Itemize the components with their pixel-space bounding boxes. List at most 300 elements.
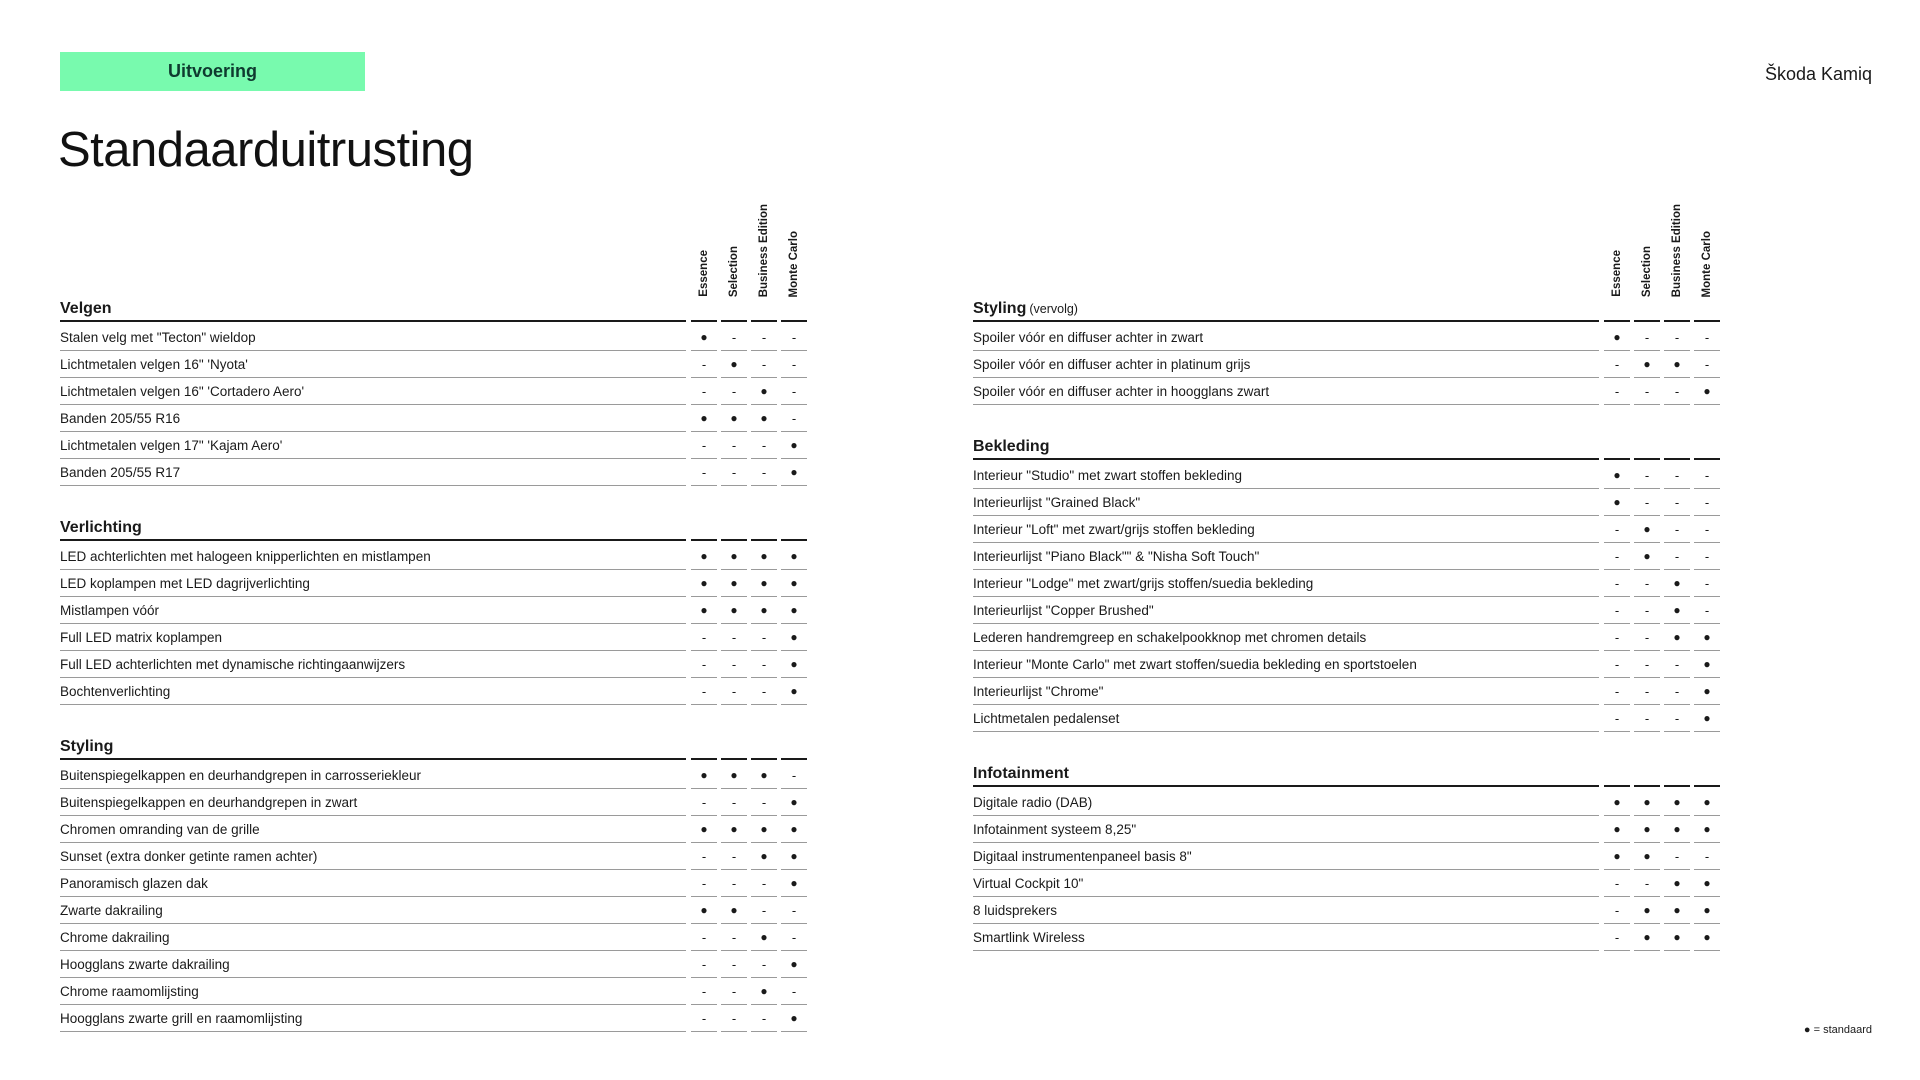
not-available-dash: - <box>1694 844 1720 870</box>
standard-dot-icon: ● <box>781 598 807 624</box>
not-available-dash: - <box>1664 706 1690 732</box>
standard-dot-icon: ● <box>781 433 807 459</box>
not-available-dash: - <box>1694 517 1720 543</box>
not-available-dash: - <box>1634 652 1660 678</box>
standard-dot-icon: ● <box>1634 898 1660 924</box>
trim-header <box>719 200 749 297</box>
equipment-row <box>973 379 1719 406</box>
not-available-dash: - <box>1604 898 1630 924</box>
not-available-dash: - <box>1664 652 1690 678</box>
not-available-dash: - <box>1634 679 1660 705</box>
not-available-dash: - <box>721 325 747 351</box>
not-available-dash: - <box>721 460 747 486</box>
equipment-label: LED achterlichten met halogeen knipperlichten en mistlampen <box>60 544 686 570</box>
standard-dot-icon: ● <box>781 844 807 870</box>
not-available-dash: - <box>1604 352 1630 378</box>
not-available-dash: - <box>691 625 717 651</box>
standard-dot-icon: ● <box>1694 871 1720 897</box>
section-title <box>60 738 686 760</box>
equipment-label: Banden 205/55 R16 <box>60 406 686 432</box>
equipment-row <box>60 679 806 706</box>
not-available-dash: - <box>1694 598 1720 624</box>
not-available-dash: - <box>721 652 747 678</box>
equipment-table-right <box>973 200 1719 981</box>
equipment-row <box>60 898 806 925</box>
equipment-label: Interieur "Lodge" met zwart/grijs stoffen/suedia bekleding <box>973 571 1599 597</box>
standard-dot-icon: ● <box>751 763 777 789</box>
standard-dot-icon: ● <box>1634 817 1660 843</box>
equipment-row <box>973 598 1719 625</box>
standard-dot-icon: ● <box>1634 544 1660 570</box>
equipment-label: Buitenspiegelkappen en deurhandgrepen in carrosseriekleur <box>60 763 686 789</box>
not-available-dash: - <box>1604 379 1630 405</box>
section-title-text: Bekleding <box>973 438 1050 455</box>
standard-dot-icon: ● <box>1694 625 1720 651</box>
equipment-label: Chromen omranding van de grille <box>60 817 686 843</box>
not-available-dash: - <box>1604 625 1630 651</box>
not-available-dash: - <box>1664 325 1690 351</box>
standard-dot-icon: ● <box>1634 790 1660 816</box>
not-available-dash: - <box>781 898 807 924</box>
standard-dot-icon: ● <box>751 844 777 870</box>
trim-header <box>1632 200 1662 297</box>
section-column-rule <box>721 320 747 322</box>
standard-dot-icon: ● <box>721 406 747 432</box>
not-available-dash: - <box>1634 571 1660 597</box>
standard-dot-icon: ● <box>751 598 777 624</box>
equipment-table-left <box>60 200 806 1062</box>
not-available-dash: - <box>691 433 717 459</box>
not-available-dash: - <box>781 352 807 378</box>
not-available-dash: - <box>751 1006 777 1032</box>
standard-dot-icon: ● <box>1664 598 1690 624</box>
section-column-rule <box>1634 320 1660 322</box>
not-available-dash: - <box>1634 325 1660 351</box>
standard-dot-icon: ● <box>691 763 717 789</box>
not-available-dash: - <box>691 844 717 870</box>
equipment-row <box>60 379 806 406</box>
equipment-label: Panoramisch glazen dak <box>60 871 686 897</box>
equipment-label: Smartlink Wireless <box>973 925 1599 951</box>
standard-dot-icon: ● <box>1634 844 1660 870</box>
not-available-dash: - <box>1604 598 1630 624</box>
not-available-dash: - <box>1634 871 1660 897</box>
section-column-rule <box>1634 785 1660 787</box>
equipment-label: Lichtmetalen velgen 17" 'Kajam Aero' <box>60 433 686 459</box>
standard-dot-icon: ● <box>1664 352 1690 378</box>
standard-dot-icon: ● <box>1694 679 1720 705</box>
standard-dot-icon: ● <box>781 460 807 486</box>
equipment-label: Lederen handremgreep en schakelpookknop met chromen details <box>973 625 1599 651</box>
standard-dot-icon: ● <box>1634 352 1660 378</box>
not-available-dash: - <box>1664 517 1690 543</box>
not-available-dash: - <box>1664 844 1690 870</box>
equipment-label: Stalen velg met "Tecton" wieldop <box>60 325 686 351</box>
section-column-rule <box>721 758 747 760</box>
equipment-row <box>973 352 1719 379</box>
equipment-label: Lichtmetalen velgen 16" 'Cortadero Aero' <box>60 379 686 405</box>
section-header <box>60 516 806 544</box>
not-available-dash: - <box>1664 490 1690 516</box>
trim-header <box>1602 200 1632 297</box>
not-available-dash: - <box>691 352 717 378</box>
trim-header-label: Business Edition <box>758 203 770 297</box>
section-column-rule <box>751 539 777 541</box>
standard-dot-icon: ● <box>1664 625 1690 651</box>
not-available-dash: - <box>1604 571 1630 597</box>
equipment-row <box>973 652 1719 679</box>
equipment-label: Chrome dakrailing <box>60 925 686 951</box>
standard-dot-icon: ● <box>751 925 777 951</box>
trim-header-label: Essence <box>698 250 710 297</box>
not-available-dash: - <box>721 790 747 816</box>
equipment-label: Sunset (extra donker getinte ramen achter) <box>60 844 686 870</box>
section-title <box>60 519 686 541</box>
equipment-label: 8 luidsprekers <box>973 898 1599 924</box>
equipment-label: Full LED achterlichten met dynamische richtingaanwijzers <box>60 652 686 678</box>
standard-dot-icon: ● <box>781 817 807 843</box>
not-available-dash: - <box>1604 679 1630 705</box>
standard-dot-icon: ● <box>1694 898 1720 924</box>
not-available-dash: - <box>751 898 777 924</box>
not-available-dash: - <box>1634 625 1660 651</box>
not-available-dash: - <box>721 925 747 951</box>
standard-dot-icon: ● <box>721 571 747 597</box>
not-available-dash: - <box>781 925 807 951</box>
section-header <box>973 435 1719 463</box>
section-title-text: Infotainment <box>973 765 1069 782</box>
equipment-row <box>60 817 806 844</box>
standard-dot-icon: ● <box>1664 790 1690 816</box>
equipment-section <box>973 297 1719 406</box>
standard-dot-icon: ● <box>1664 871 1690 897</box>
not-available-dash: - <box>1634 379 1660 405</box>
section-column-rule <box>1634 458 1660 460</box>
equipment-label: Interieurlijst "Chrome" <box>973 679 1599 705</box>
standard-dot-icon: ● <box>691 898 717 924</box>
standard-dot-icon: ● <box>781 652 807 678</box>
equipment-label: Chrome raamomlijsting <box>60 979 686 1005</box>
trim-header-label: Business Edition <box>1671 203 1683 297</box>
section-title-text: Styling <box>973 300 1027 317</box>
not-available-dash: - <box>751 625 777 651</box>
not-available-dash: - <box>1604 925 1630 951</box>
trim-header <box>1692 200 1722 297</box>
standard-dot-icon: ● <box>1604 463 1630 489</box>
equipment-label: Interieurlijst "Copper Brushed" <box>973 598 1599 624</box>
not-available-dash: - <box>721 625 747 651</box>
section-tag: Uitvoering <box>60 52 365 91</box>
not-available-dash: - <box>1604 871 1630 897</box>
standard-dot-icon: ● <box>1664 898 1690 924</box>
equipment-row <box>60 406 806 433</box>
section-title <box>973 765 1599 787</box>
section-column-rule <box>751 758 777 760</box>
standard-dot-icon: ● <box>781 871 807 897</box>
not-available-dash: - <box>751 679 777 705</box>
equipment-row <box>973 898 1719 925</box>
not-available-dash: - <box>781 379 807 405</box>
section-title-text: Velgen <box>60 300 112 317</box>
section-column-rule <box>1664 785 1690 787</box>
trim-header <box>749 200 779 297</box>
standard-dot-icon: ● <box>1604 844 1630 870</box>
standard-dot-icon: ● <box>1634 517 1660 543</box>
equipment-row <box>60 325 806 352</box>
equipment-row <box>60 598 806 625</box>
standard-dot-icon: ● <box>721 598 747 624</box>
standard-dot-icon: ● <box>721 817 747 843</box>
standard-dot-icon: ● <box>1604 790 1630 816</box>
section-column-rule <box>1664 458 1690 460</box>
not-available-dash: - <box>751 352 777 378</box>
equipment-section <box>60 735 806 1033</box>
equipment-row <box>60 433 806 460</box>
section-column-rule <box>721 539 747 541</box>
not-available-dash: - <box>691 871 717 897</box>
section-title <box>973 300 1599 322</box>
not-available-dash: - <box>691 652 717 678</box>
equipment-row <box>60 571 806 598</box>
not-available-dash: - <box>691 379 717 405</box>
not-available-dash: - <box>781 763 807 789</box>
equipment-label: Lichtmetalen pedalenset <box>973 706 1599 732</box>
not-available-dash: - <box>1664 379 1690 405</box>
section-column-rule <box>781 320 807 322</box>
not-available-dash: - <box>751 952 777 978</box>
standard-dot-icon: ● <box>781 544 807 570</box>
equipment-label: Full LED matrix koplampen <box>60 625 686 651</box>
section-column-rule <box>691 539 717 541</box>
equipment-section <box>973 435 1719 733</box>
not-available-dash: - <box>751 325 777 351</box>
standard-dot-icon: ● <box>1664 817 1690 843</box>
equipment-row <box>973 679 1719 706</box>
standard-dot-icon: ● <box>1664 571 1690 597</box>
trim-header <box>779 200 809 297</box>
equipment-label: Interieur "Studio" met zwart stoffen bekleding <box>973 463 1599 489</box>
standard-dot-icon: ● <box>721 544 747 570</box>
equipment-label: Interieur "Monte Carlo" met zwart stoffen/suedia bekleding en sportstoelen <box>973 652 1599 678</box>
not-available-dash: - <box>1604 652 1630 678</box>
equipment-label: Hoogglans zwarte dakrailing <box>60 952 686 978</box>
equipment-label: Interieurlijst "Piano Black"" & "Nisha Soft Touch" <box>973 544 1599 570</box>
standard-dot-icon: ● <box>721 898 747 924</box>
equipment-row <box>973 517 1719 544</box>
not-available-dash: - <box>1664 679 1690 705</box>
equipment-row <box>60 844 806 871</box>
trim-header-label: Essence <box>1611 250 1623 297</box>
equipment-row <box>60 790 806 817</box>
trim-header-label: Selection <box>1641 245 1653 297</box>
section-title-text: Styling <box>60 738 114 755</box>
section-title <box>60 300 686 322</box>
trim-header-label: Selection <box>728 245 740 297</box>
not-available-dash: - <box>1694 490 1720 516</box>
trim-header-label: Monte Carlo <box>1701 230 1713 297</box>
standard-dot-icon: ● <box>751 571 777 597</box>
equipment-row <box>973 844 1719 871</box>
trim-column-headers <box>973 200 1719 297</box>
standard-dot-icon: ● <box>1604 817 1630 843</box>
not-available-dash: - <box>721 1006 747 1032</box>
equipment-row <box>973 463 1719 490</box>
equipment-label: LED koplampen met LED dagrijverlichting <box>60 571 686 597</box>
standard-dot-icon: ● <box>781 1006 807 1032</box>
equipment-label: Lichtmetalen velgen 16" 'Nyota' <box>60 352 686 378</box>
equipment-label: Mistlampen vóór <box>60 598 686 624</box>
standard-dot-icon: ● <box>751 544 777 570</box>
not-available-dash: - <box>1664 544 1690 570</box>
standard-dot-icon: ● <box>1694 790 1720 816</box>
not-available-dash: - <box>1694 325 1720 351</box>
equipment-section <box>60 516 806 706</box>
not-available-dash: - <box>691 460 717 486</box>
standard-dot-icon: ● <box>781 679 807 705</box>
not-available-dash: - <box>691 925 717 951</box>
trim-column-headers <box>60 200 806 297</box>
not-available-dash: - <box>751 460 777 486</box>
not-available-dash: - <box>1604 706 1630 732</box>
equipment-row <box>60 871 806 898</box>
section-column-rule <box>1694 458 1720 460</box>
equipment-label: Interieur "Loft" met zwart/grijs stoffen bekleding <box>973 517 1599 543</box>
section-column-rule <box>691 320 717 322</box>
section-column-rule <box>691 758 717 760</box>
equipment-row <box>60 925 806 952</box>
equipment-row <box>60 460 806 487</box>
equipment-label: Zwarte dakrailing <box>60 898 686 924</box>
section-header <box>973 297 1719 325</box>
equipment-row <box>60 544 806 571</box>
section-header <box>973 762 1719 790</box>
equipment-label: Banden 205/55 R17 <box>60 460 686 486</box>
brand-name: Škoda Kamiq <box>1764 64 1872 84</box>
equipment-label: Hoogglans zwarte grill en raamomlijsting <box>60 1006 686 1032</box>
equipment-row <box>60 652 806 679</box>
section-column-rule <box>781 539 807 541</box>
trim-header <box>1662 200 1692 297</box>
not-available-dash: - <box>721 379 747 405</box>
not-available-dash: - <box>751 652 777 678</box>
not-available-dash: - <box>1634 706 1660 732</box>
standard-dot-icon: ● <box>751 406 777 432</box>
standard-dot-icon: ● <box>691 406 717 432</box>
standard-dot-icon: ● <box>781 625 807 651</box>
section-column-rule <box>1664 320 1690 322</box>
standard-dot-icon: ● <box>691 817 717 843</box>
not-available-dash: - <box>721 844 747 870</box>
standard-dot-icon: ● <box>721 763 747 789</box>
standard-dot-icon: ● <box>781 952 807 978</box>
section-column-rule <box>1604 458 1630 460</box>
not-available-dash: - <box>691 979 717 1005</box>
equipment-label: Spoiler vóór en diffuser achter in zwart <box>973 325 1599 351</box>
section-title <box>973 438 1599 460</box>
not-available-dash: - <box>721 979 747 1005</box>
standard-dot-icon: ● <box>781 790 807 816</box>
not-available-dash: - <box>1634 598 1660 624</box>
equipment-row <box>973 706 1719 733</box>
equipment-row <box>60 979 806 1006</box>
equipment-label: Interieurlijst "Grained Black" <box>973 490 1599 516</box>
section-column-rule <box>751 320 777 322</box>
not-available-dash: - <box>1694 463 1720 489</box>
legend: ● = standaard <box>1803 1024 1872 1036</box>
section-column-rule <box>1604 320 1630 322</box>
equipment-row <box>973 571 1719 598</box>
not-available-dash: - <box>1694 352 1720 378</box>
equipment-label: Infotainment systeem 8,25" <box>973 817 1599 843</box>
not-available-dash: - <box>1694 571 1720 597</box>
equipment-label: Spoiler vóór en diffuser achter in hoogglans zwart <box>973 379 1599 405</box>
not-available-dash: - <box>721 871 747 897</box>
standard-dot-icon: ● <box>751 979 777 1005</box>
equipment-section <box>60 297 806 487</box>
equipment-row <box>60 763 806 790</box>
equipment-row <box>60 625 806 652</box>
section-header <box>60 297 806 325</box>
section-column-rule <box>781 758 807 760</box>
not-available-dash: - <box>721 952 747 978</box>
equipment-label: Bochtenverlichting <box>60 679 686 705</box>
equipment-row <box>973 925 1719 952</box>
trim-header-label: Monte Carlo <box>788 230 800 297</box>
standard-dot-icon: ● <box>1694 925 1720 951</box>
standard-dot-icon: ● <box>1604 490 1630 516</box>
not-available-dash: - <box>781 406 807 432</box>
not-available-dash: - <box>781 325 807 351</box>
standard-dot-icon: ● <box>1694 706 1720 732</box>
equipment-label: Virtual Cockpit 10" <box>973 871 1599 897</box>
equipment-label: Digitaal instrumentenpaneel basis 8" <box>973 844 1599 870</box>
section-column-rule <box>1694 320 1720 322</box>
equipment-label: Digitale radio (DAB) <box>973 790 1599 816</box>
not-available-dash: - <box>1604 544 1630 570</box>
standard-dot-icon: ● <box>1634 925 1660 951</box>
section-subtitle: (vervolg) <box>1029 302 1078 316</box>
standard-dot-icon: ● <box>751 379 777 405</box>
equipment-row <box>973 817 1719 844</box>
section-header <box>60 735 806 763</box>
standard-dot-icon: ● <box>691 571 717 597</box>
equipment-row <box>60 1006 806 1033</box>
equipment-section <box>973 762 1719 952</box>
equipment-row <box>973 544 1719 571</box>
not-available-dash: - <box>751 790 777 816</box>
not-available-dash: - <box>751 871 777 897</box>
equipment-row <box>973 871 1719 898</box>
standard-dot-icon: ● <box>1664 925 1690 951</box>
trim-header <box>689 200 719 297</box>
standard-dot-icon: ● <box>1694 379 1720 405</box>
section-title-text: Verlichting <box>60 519 142 536</box>
equipment-row <box>973 325 1719 352</box>
page-title: Standaarduitrusting <box>58 123 474 177</box>
not-available-dash: - <box>751 433 777 459</box>
standard-dot-icon: ● <box>721 352 747 378</box>
equipment-row <box>60 952 806 979</box>
equipment-label: Spoiler vóór en diffuser achter in platinum grijs <box>973 352 1599 378</box>
not-available-dash: - <box>1634 463 1660 489</box>
equipment-row <box>60 352 806 379</box>
not-available-dash: - <box>691 679 717 705</box>
standard-dot-icon: ● <box>1694 652 1720 678</box>
not-available-dash: - <box>721 679 747 705</box>
equipment-label: Buitenspiegelkappen en deurhandgrepen in zwart <box>60 790 686 816</box>
standard-dot-icon: ● <box>781 571 807 597</box>
section-column-rule <box>1694 785 1720 787</box>
